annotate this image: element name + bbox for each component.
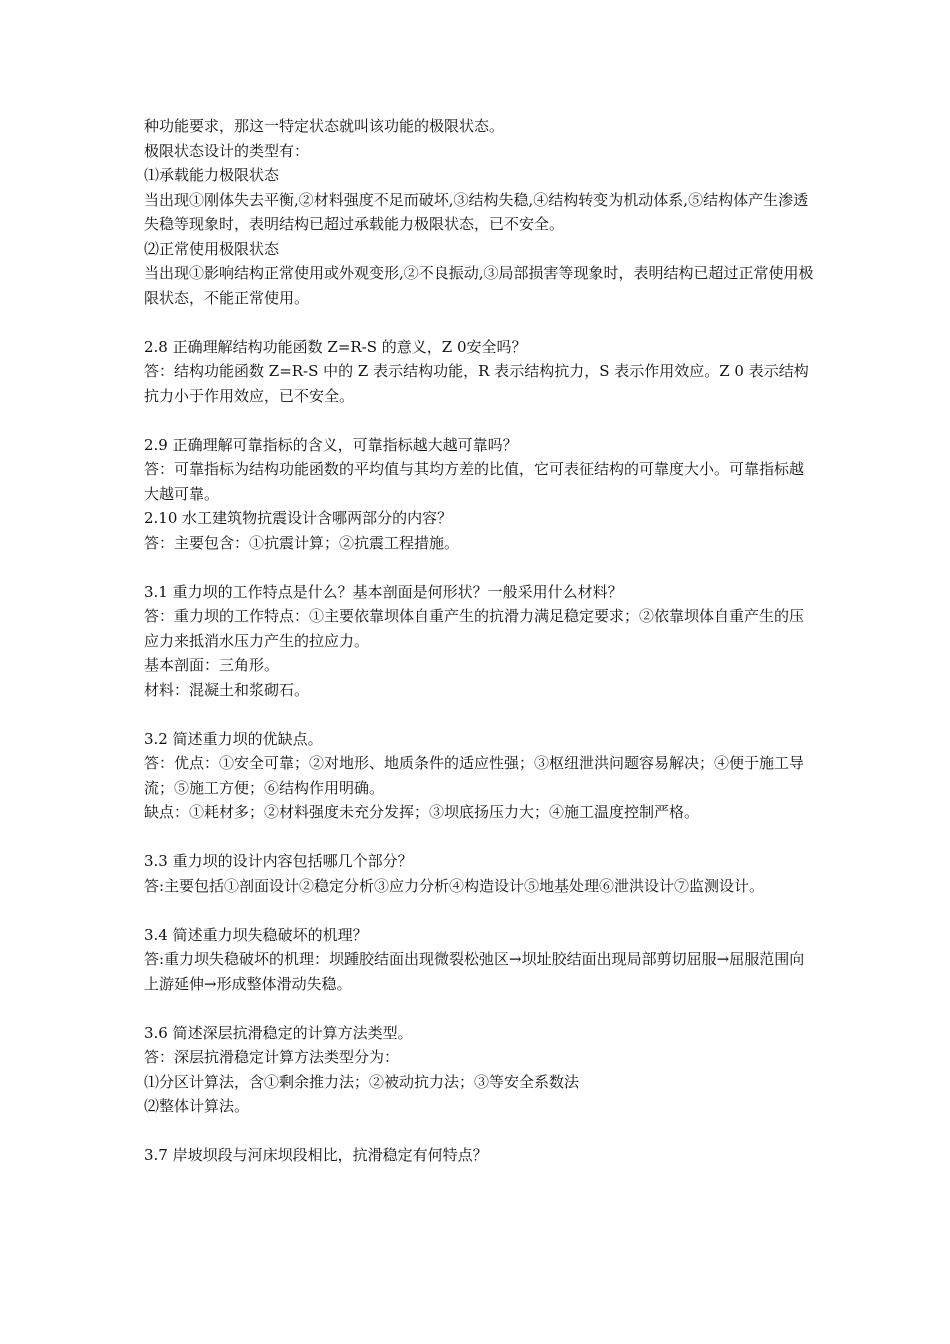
- text-paragraph: 当出现①刚体失去平衡,②材料强度不足而破坏,③结构失稳,④结构转变为机动体系,⑤结构体产生渗透失稳等现象时，表明结构已超过承载能力极限状态，已不安全。: [144, 190, 809, 233]
- paragraph-gap: [144, 825, 816, 850]
- text-paragraph: ⑵整体计算法。: [144, 1097, 250, 1115]
- text-paragraph: 极限状态设计的类型有：: [144, 141, 310, 160]
- text-paragraph: 缺点：①耗材多；②材料强度未充分发挥；③坝底扬压力大；④施工温度控制严格。: [144, 803, 700, 821]
- text-paragraph: ⑴分区计算法，含①剩余推力法；②被动抗力法；③等安全系数法: [144, 1072, 580, 1091]
- text-paragraph: 2.8 正确理解结构功能函数 Z=R-S 的意义，Z 0安全吗？: [144, 337, 527, 356]
- text-paragraph: 答：结构功能函数 Z=R-S 中的 Z 表示结构功能，R 表示结构抗力，S 表示作用效应。Z 0 表示结构抗力小于作用效应，已不安全。: [144, 362, 809, 405]
- paragraph-gap: [144, 555, 816, 580]
- text-paragraph: 答：优点：①安全可靠；②对地形、地质条件的适应性强；③枢纽泄洪问题容易解决；④便于施工导流；⑤施工方便；⑥结构作用明确。: [144, 754, 805, 797]
- text-paragraph: 3.7 岸坡坝段与河床坝段相比，抗滑稳定有何特点？: [144, 1146, 488, 1164]
- text-paragraph: 答：可靠指标为结构功能函数的平均值与其均方差的比值，它可表征结构的可靠度大小。可靠指标越大越可靠。: [144, 460, 805, 503]
- text-paragraph: 答:重力坝失稳破坏的机理：坝踵胶结面出现微裂松弛区→坝址胶结面出现局部剪切屈服→屈服范围向上游延伸→形成整体滑动失稳。: [144, 950, 805, 993]
- text-paragraph: 答:主要包括①剖面设计②稳定分析③应力分析④构造设计⑤地基处理⑥泄洪设计⑦监测设计。: [144, 876, 765, 895]
- text-paragraph: 材料：混凝土和浆砌石。: [144, 680, 310, 699]
- text-paragraph: 3.6 简述深层抗滑稳定的计算方法类型。: [144, 1023, 413, 1042]
- text-paragraph: 3.3 重力坝的设计内容包括哪几个部分？: [144, 852, 413, 870]
- paragraph-gap: [144, 310, 816, 335]
- text-paragraph: ⑵正常使用极限状态: [144, 239, 280, 258]
- text-paragraph: 3.4 简述重力坝失稳破坏的机理？: [144, 925, 368, 944]
- text-paragraph: 3.1 重力坝的工作特点是什么？基本剖面是何形状？一般采用什么材料？: [144, 582, 623, 601]
- text-paragraph: 基本剖面：三角形。: [144, 656, 280, 674]
- paragraph-gap: [144, 702, 816, 727]
- text-paragraph: 答：重力坝的工作特点：①主要依靠坝体自重产生的抗滑力满足稳定要求；②依靠坝体自重产生的压应力来抵消水压力产生的拉应力。: [144, 607, 805, 650]
- text-paragraph: ⑴承载能力极限状态: [144, 166, 280, 184]
- text-paragraph: 2.10 水工建筑物抗震设计含哪两部分的内容？: [144, 509, 453, 527]
- text-paragraph: 3.2 简述重力坝的优缺点。: [144, 729, 323, 748]
- text-paragraph: 2.9 正确理解可靠指标的含义，可靠指标越大越可靠吗？: [144, 435, 518, 454]
- text-paragraph: 当出现①影响结构正常使用或外观变形,②不良振动,③局部损害等现象时，表明结构已超过正常使用极限状态，不能正常使用。: [144, 264, 814, 307]
- document-body: [144, 114, 816, 1168]
- paragraph-gap: [144, 898, 816, 923]
- text-paragraph: 种功能要求，那这一特定状态就叫该功能的极限状态。: [144, 117, 505, 135]
- text-paragraph: 答：深层抗滑稳定计算方法类型分为：: [144, 1048, 400, 1066]
- paragraph-gap: [144, 408, 816, 433]
- paragraph-gap: [144, 996, 816, 1021]
- text-paragraph: 答：主要包含：①抗震计算；②抗震工程措施。: [144, 533, 460, 552]
- paragraph-gap: [144, 1119, 816, 1144]
